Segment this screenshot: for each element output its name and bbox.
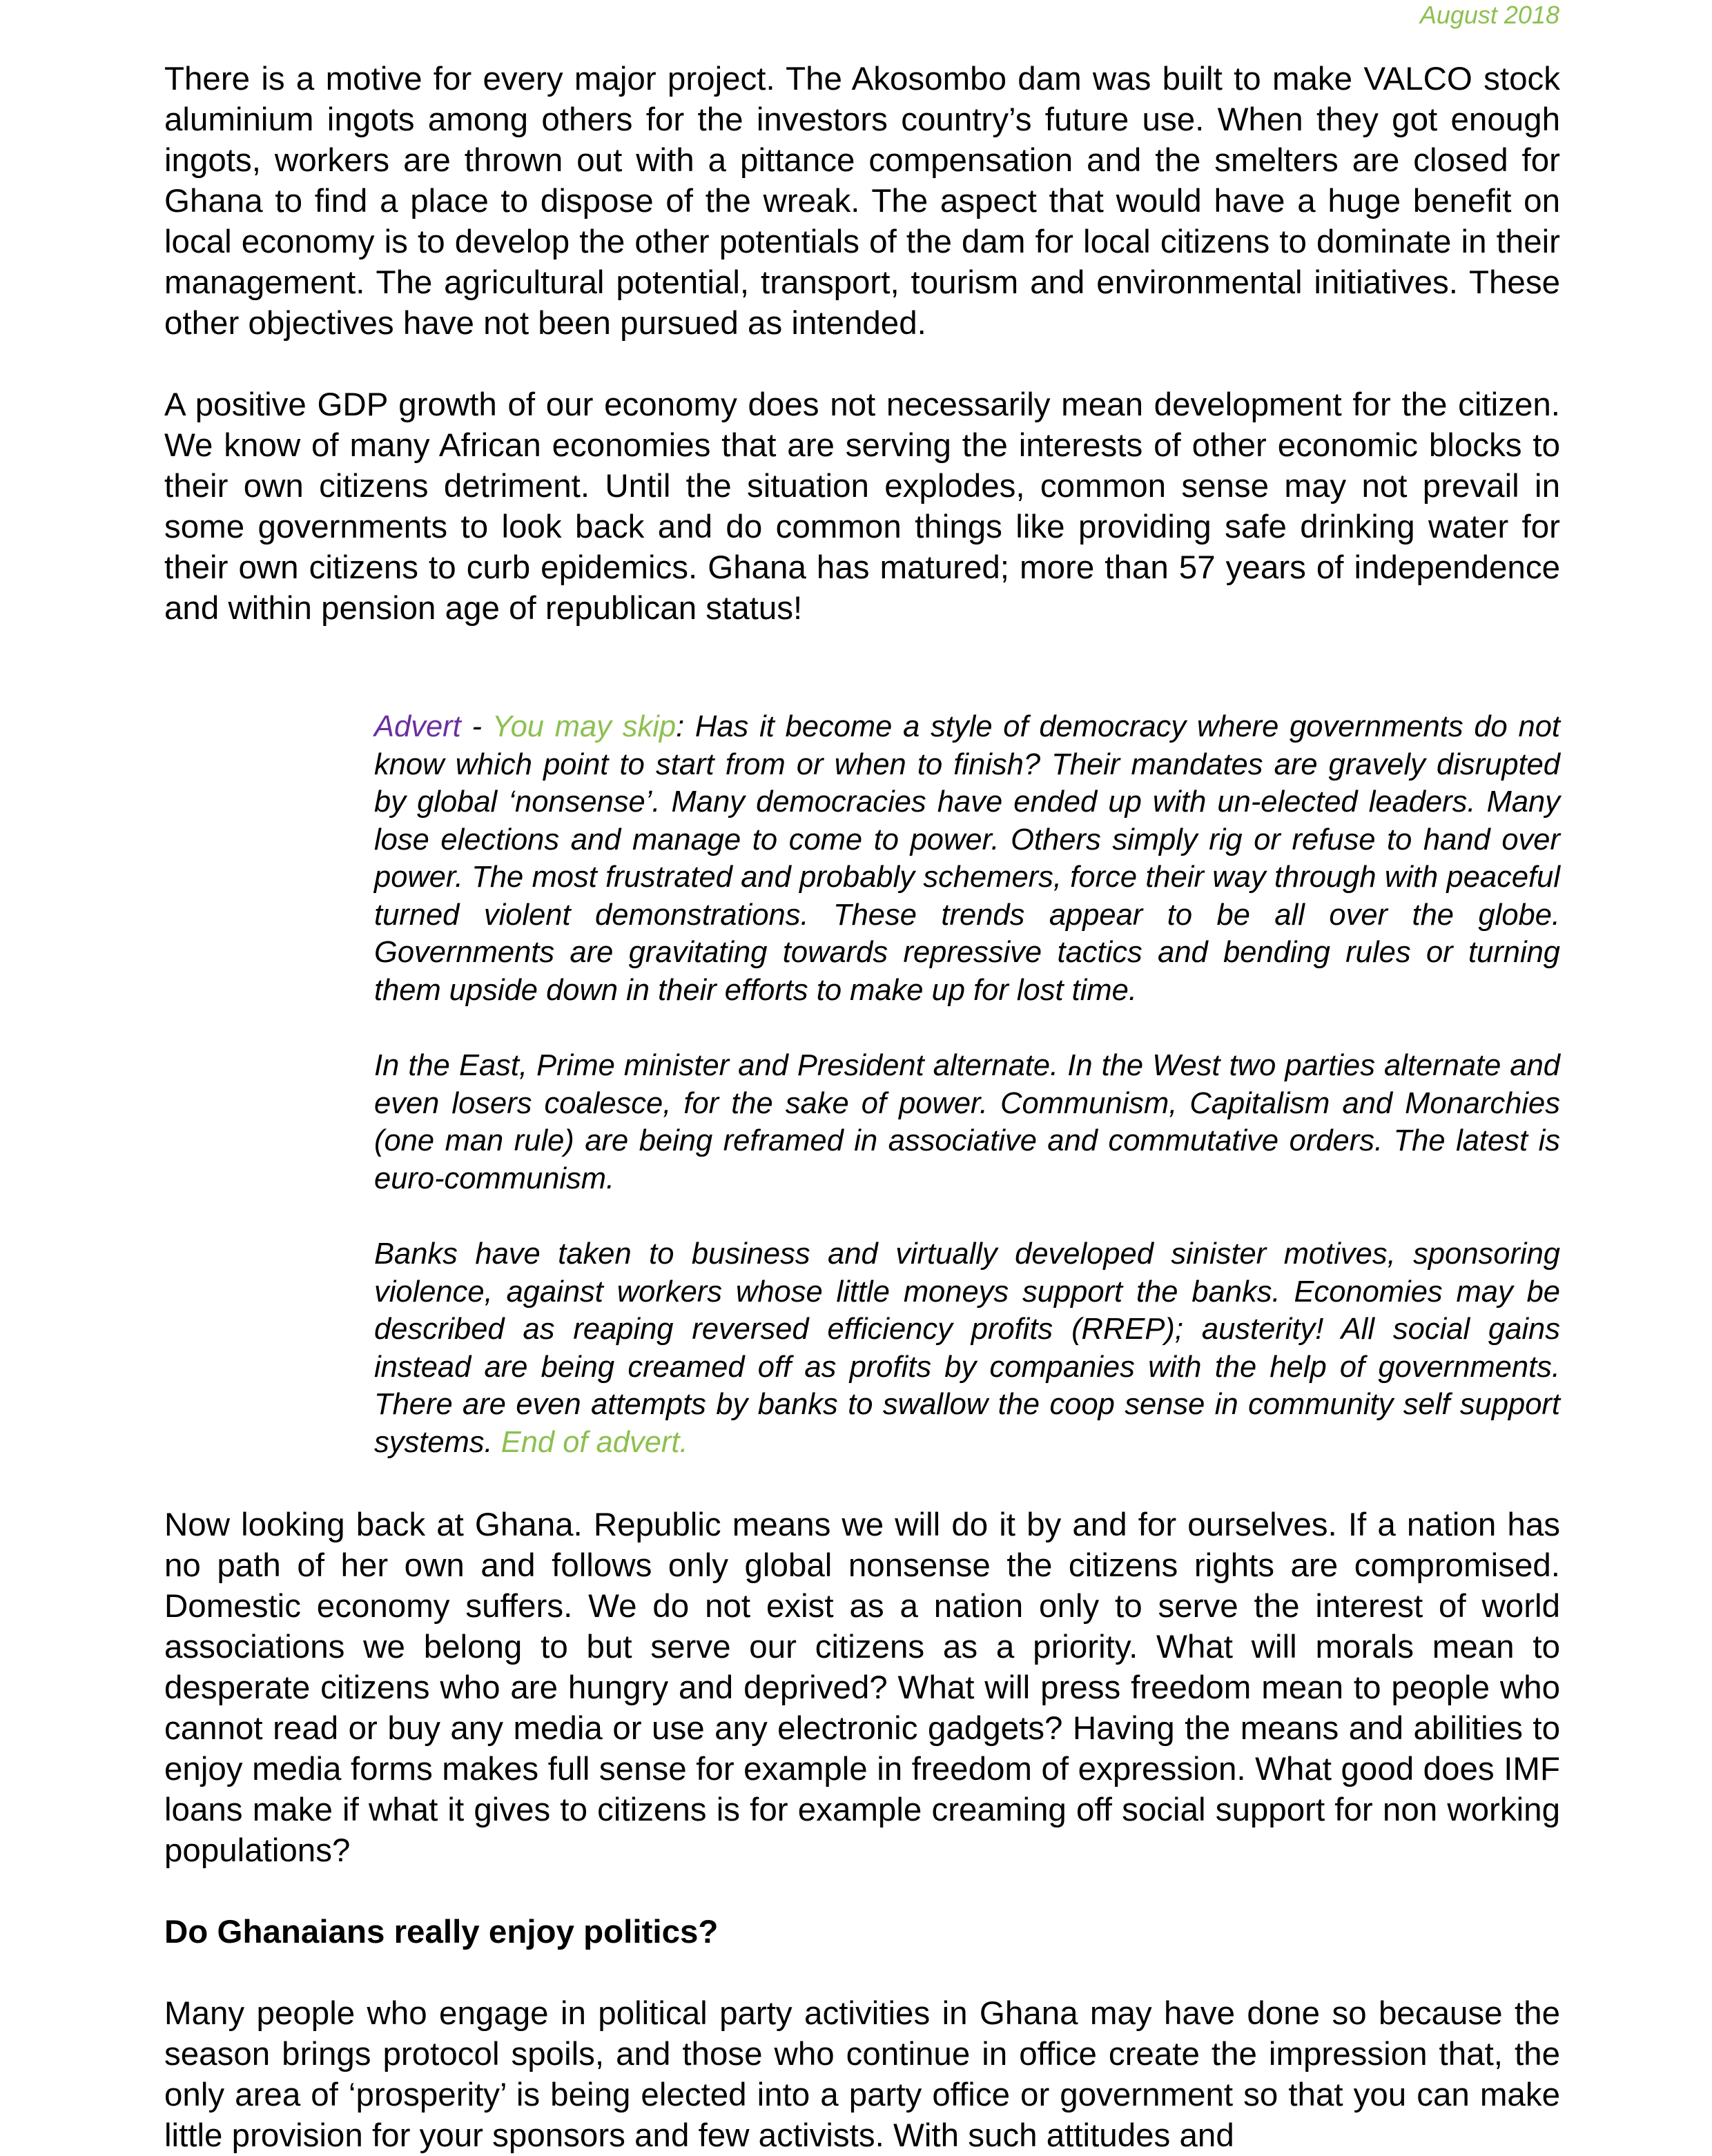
advert-text-democracy: : Has it become a style of democracy where governments do not know which point to start from or when to finish? Their mandates are gravely disrupted by global ‘nonsense’. Many democracies have ended up with un-elected leaders. Many lose elections and manage to come to power. Others simply rig or refuse to hand over power. The most frustrated and probably schemers, force their way through with peaceful turned violent demonstrations. These trends appear to be all over the globe. Governments are gravitating towards repressive tactics and bending rules or turning them upside down in their efforts to make up for lost time. xyxy=(374,710,1560,1007)
paragraph-ghana-republic: Now looking back at Ghana. Republic means we will do it by and for ourselves. If a nation has no path of her own and follows only global nonsense the citizens rights are compromised. Domestic economy suffers. We do not exist as a nation only to serve the interest of world associations we belong to but serve our citizens as a priority. What will morals mean to desperate citizens who are hungry and deprived? What will press freedom mean to people who cannot read or buy any media or use any electronic gadgets? Having the means and abilities to enjoy media forms makes full sense for example in freedom of expression. What good does IMF loans make if what it gives to citizens is for example creaming off social support for non working populations? xyxy=(164,1507,1560,1869)
header-date: August 2018 xyxy=(1419,1,1559,29)
advert-paragraph-banks xyxy=(374,1235,1560,1461)
paragraph-political-activities: Many people who engage in political party activities in Ghana may have done so because the season brings protocol spoils, and those who continue in office create the impression that, the only area of ‘prosperity’ is being elected into a party office or government so that you can make little provision for your sponsors and few activists. With such attitudes and xyxy=(164,1995,1560,2154)
advert-separator: - xyxy=(460,710,492,743)
advert-skip-label: You may skip xyxy=(492,710,677,743)
paragraph-akosombo: There is a motive for every major project. The Akosombo dam was built to make VALCO stock aluminium ingots among others for the investors country’s future use. When they got enough ingots, workers are thrown out with a pittance compensation and the smelters are closed for Ghana to find a place to dispose of the wreak. The aspect that would have a huge benefit on local economy is to develop the other potentials of the dam for local citizens to dominate in their management. The agricultural potential, transport, tourism and environmental initiatives. These other objectives have not been pursued as intended. xyxy=(164,61,1560,342)
paragraph-gdp-growth: A positive GDP growth of our economy does not necessarily mean development for the citizen. We know of many African economies that are serving the interests of other economic blocks to their own citizens detriment. Until the situation explodes, common sense may not prevail in some governments to look back and do common things like providing safe drinking water for their own citizens to curb epidemics. Ghana has matured; more than 57 years of independence and within pension age of republican status! xyxy=(164,386,1560,627)
advert-end-label: End of advert. xyxy=(500,1425,688,1459)
advert-label: Advert xyxy=(374,710,461,743)
advert-paragraph-democracy xyxy=(374,708,1560,1009)
advert-text-banks: Banks have taken to business and virtually developed sinister motives, sponsoring violence, against workers whose little moneys support the banks. Economies may be described as reaping reversed efficiency profits (RREP); austerity! All social gains instead are being creamed off as profits by companies with the help of governments. There are even attempts by banks to swallow the coop sense in community self support systems. xyxy=(374,1237,1560,1459)
section-heading: Do Ghanaians really enjoy politics? xyxy=(164,1914,719,1950)
advert-paragraph-east-west: In the East, Prime minister and President alternate. In the West two parties alternate and even losers coalesce, for the sake of power. Communism, Capitalism and Monarchies (one man rule) are being reframed in associative and commutative orders. The latest is euro-communism. xyxy=(374,1049,1560,1195)
